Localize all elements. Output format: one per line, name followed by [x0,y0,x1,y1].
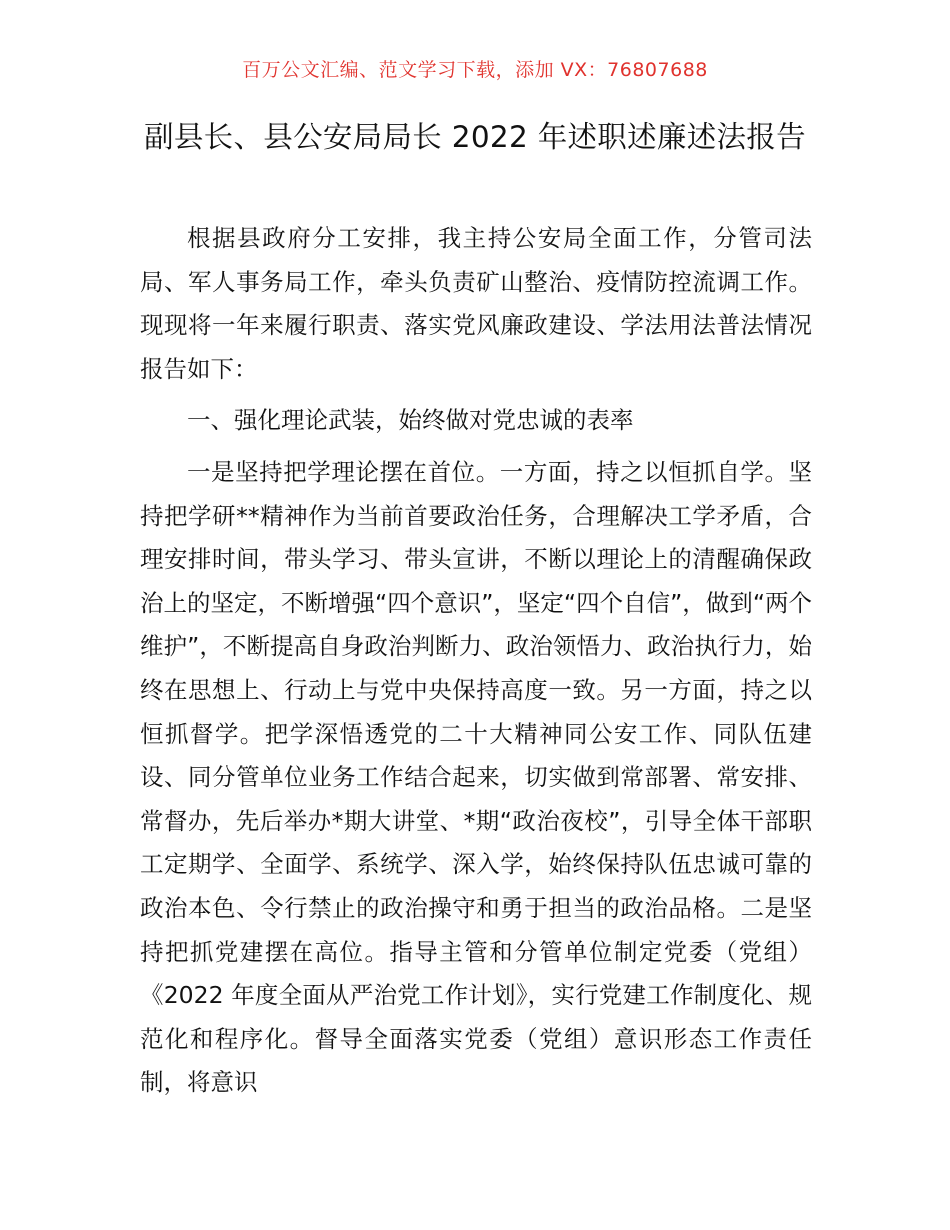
watermark-text: 百万公文汇编、范文学习下载，添加 VX：76807688 [242,59,708,81]
intro-paragraph: 根据县政府分工安排，我主持公安局全面工作，分管司法局、军人事务局工作，牵头负责矿山整治、疫情防控流调工作。现现将一年来履行职责、落实党风廉政建设、学法用法普法情况报告如下： [140,224,812,383]
section-heading: 一、强化理论武装，始终做对党忠诚的表率 [187,406,634,435]
document-body [140,217,812,1105]
document-title: 副县长、县公安局局长 2022 年述职述廉述法报告 [144,120,806,154]
body-paragraph: 一是坚持把学理论摆在首位。一方面，持之以恒抓自学。坚持把学研**精神作为当前首要政治任务，合理解决工学矛盾，合理安排时间，带头学习、带头宣讲，不断以理论上的清醒确保政治上的坚定，不断增强“四个意识”，坚定“四个自信”，做到“两个维护”，不断提高自身政治判断力、政治领悟力、政治执行力，始终在思想上、行动上与党中央保持高度一致。另一方面，持之以恒抓督学。把学深悟透党的二十大精神同公安工作、同队伍建设、同分管单位业务工作结合起来，切实做到常部署、常安排、常督办，先后举办*期大讲堂、*期“政治夜校”，引导全体干部职工定期学、全面学、系统学、深入学，始终保持队伍忠诚可靠的政治本色、令行禁止的政治操守和勇于担当的政治品格。二是坚持把抓党建摆在高位。指导主管和分管单位制定党委（党组）《2022 年度全面从严治党工作计划》，实行党建工作制度化、规范化和程序化。督导全面落实党委（党组）意识形态工作责任制，将意识 [140,457,812,1097]
